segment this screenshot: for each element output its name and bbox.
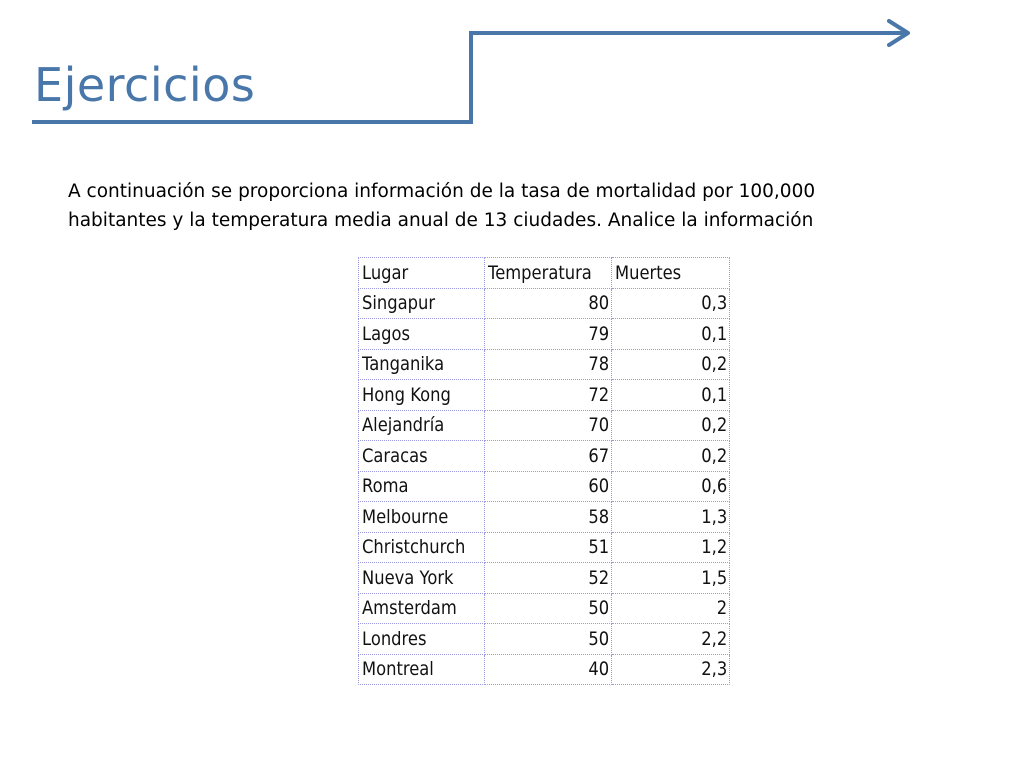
cell-lugar: Lagos [359,319,485,350]
table-row [359,441,730,472]
cell-lugar: Londres [359,624,485,655]
cell-lugar: Hong Kong [359,380,485,411]
cell-muertes: 0,1 [611,380,729,411]
city-mortality-table [358,257,730,685]
cell-muertes: 2,2 [611,624,729,655]
cell-muertes: 0,1 [611,319,729,350]
cell-temperatura: 67 [485,441,612,472]
cell-lugar: Alejandría [359,410,485,441]
table-row [359,471,730,502]
table-row [359,410,730,441]
cell-lugar: Roma [359,471,485,502]
header-muertes: Muertes [611,258,729,289]
cell-muertes: 2 [611,593,729,624]
table-row [359,624,730,655]
cell-lugar: Caracas [359,441,485,472]
page-title: Ejercicios [34,58,256,112]
table-row [359,288,730,319]
table-row [359,319,730,350]
cell-temperatura: 50 [485,624,612,655]
header-temperatura: Temperatura [485,258,612,289]
cell-temperatura: 51 [485,532,612,563]
table-row [359,654,730,685]
cell-muertes: 1,3 [611,502,729,533]
table-row [359,380,730,411]
cell-temperatura: 79 [485,319,612,350]
table-row [359,349,730,380]
arrow-right-icon [889,21,908,45]
cell-lugar: Singapur [359,288,485,319]
header-lugar: Lugar [359,258,485,289]
table-row [359,563,730,594]
cell-temperatura: 78 [485,349,612,380]
cell-lugar: Melbourne [359,502,485,533]
cell-temperatura: 58 [485,502,612,533]
description-line-1: A continuación se proporciona información de la tasa de mortalidad por 100,000 [68,181,816,202]
table-row [359,502,730,533]
cell-temperatura: 60 [485,471,612,502]
cell-lugar: Christchurch [359,532,485,563]
table-body [359,288,730,685]
cell-muertes: 0,3 [611,288,729,319]
cell-muertes: 1,5 [611,563,729,594]
description-line-2: habitantes y la temperatura media anual de 13 ciudades. Analice la información [68,210,814,231]
cell-muertes: 0,2 [611,441,729,472]
cell-temperatura: 80 [485,288,612,319]
cell-lugar: Amsterdam [359,593,485,624]
cell-temperatura: 72 [485,380,612,411]
table-row [359,593,730,624]
cell-lugar: Tanganika [359,349,485,380]
cell-lugar: Montreal [359,654,485,685]
cell-muertes: 0,2 [611,410,729,441]
cell-muertes: 0,6 [611,471,729,502]
table-row [359,532,730,563]
cell-temperatura: 52 [485,563,612,594]
exercise-description [68,177,948,235]
cell-muertes: 0,2 [611,349,729,380]
cell-temperatura: 50 [485,593,612,624]
cell-lugar: Nueva York [359,563,485,594]
table-header-row [359,258,730,289]
cell-temperatura: 70 [485,410,612,441]
cell-temperatura: 40 [485,654,612,685]
cell-muertes: 1,2 [611,532,729,563]
cell-muertes: 2,3 [611,654,729,685]
